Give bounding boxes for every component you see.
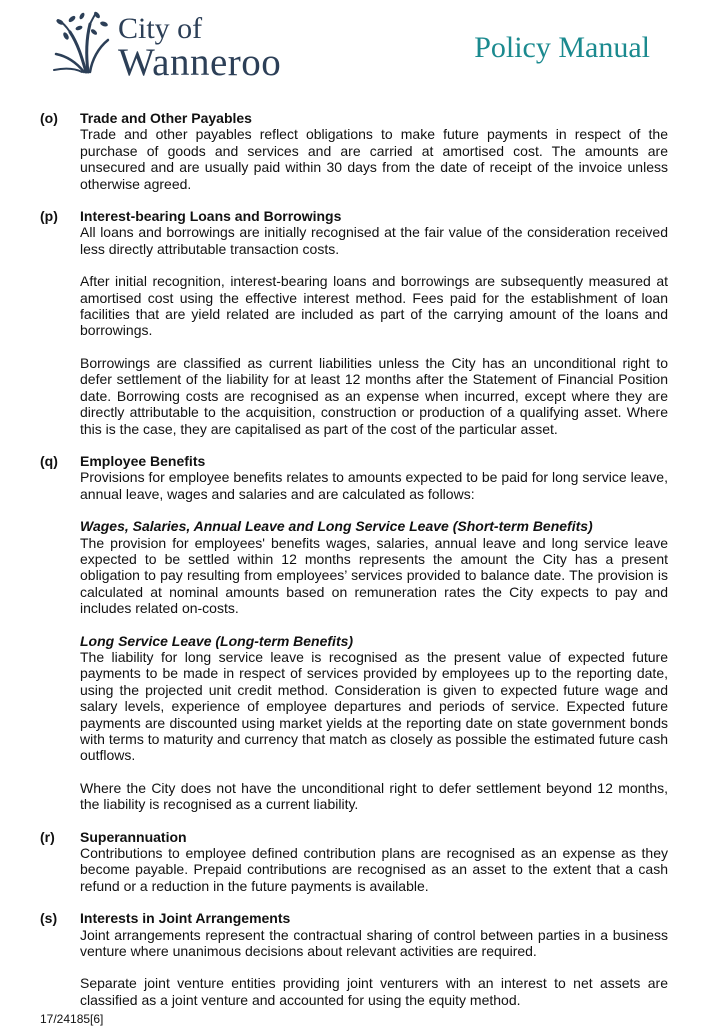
page-header — [0, 0, 706, 90]
paragraph: Provisions for employee benefits relates to amounts expected to be paid for long service leave, annual leave, wages and salaries and are calculated as follows: — [80, 469, 668, 502]
city-logo — [52, 10, 292, 84]
paragraph: The liability for long service leave is recognised as the present value of expected future payments to be made in respect of services provided by employees up to the reporting date, using the projected unit credit method. Consideration is given to expected future wage and salary levels, experience of employee departures and periods of service. Expected future payments are discounted using market yields at the reporting date on state government bonds with terms to maturity and currency that match as closely as possible the estimated future cash outflows. — [80, 648, 668, 764]
section-employee-benefits — [40, 453, 668, 813]
section-superannuation — [40, 829, 668, 895]
document-body — [40, 110, 668, 1024]
section-heading: Employee Benefits — [80, 452, 206, 469]
paragraph: All loans and borrowings are initially recognised at the fair value of the consideration received less directly attributable transaction costs. — [80, 224, 668, 257]
logo-name-text: Wanneroo — [118, 41, 282, 84]
subsection-heading: Wages, Salaries, Annual Leave and Long Service Leave (Short-term Benefits) — [80, 518, 593, 535]
subsection-heading: Long Service Leave (Long-term Benefits) — [80, 632, 354, 649]
paragraph: Trade and other payables reflect obligations to make future payments in respect of the purchase of goods and services and are carried at amortised cost. The amounts are unsecured and are usually paid within 30 days from the date of receipt of the invoice unless otherwise agreed. — [80, 126, 668, 192]
document-reference: 17/24185[6] — [40, 1012, 104, 1026]
section-marker: (r) — [40, 828, 55, 845]
paragraph: Where the City does not have the unconditional right to defer settlement beyond 12 months, the liability is recognised as a current liability. — [80, 779, 668, 813]
paragraph: Joint arrangements represent the contractual sharing of control between parties in a business venture where unanimous decisions about relevant activities are required. — [80, 926, 668, 960]
paragraph: After initial recognition, interest-bearing loans and borrowings are subsequently measured at amortised cost using the effective interest method. Fees paid for the establishment of loan facilities that are yield related are included as part of the carrying amount of the loans and borrowings. — [80, 273, 668, 339]
plant-emblem-icon — [52, 10, 114, 76]
paragraph: Contributions to employee defined contribution plans are recognised as an expense as they become payable. Prepaid contributions are recognised as an asset to the extent that a cash refund or a reduction in the future payments is available. — [80, 845, 668, 894]
paragraph: The provision for employees' benefits wages, salaries, annual leave and long service leave expected to be settled within 12 months represents the amount the City has a present obligation to pay resulting from employees’ services provided to balance date. The provision is calculated at nominal amounts based on remuneration rates the City expects to pay and includes related on-costs. — [80, 534, 668, 617]
section-marker: (p) — [40, 208, 58, 225]
page-title: Policy Manual — [474, 31, 650, 64]
section-heading: Interest-bearing Loans and Borrowings — [80, 208, 342, 225]
section-loans-borrowings — [40, 208, 668, 437]
section-heading: Trade and Other Payables — [80, 110, 252, 126]
section-marker: (q) — [40, 452, 58, 469]
section-heading: Interests in Joint Arrangements — [80, 910, 291, 927]
paragraph: Borrowings are classified as current liabilities unless the City has an unconditional right to defer settlement of the liability for at least 12 months after the Statement of Financial Position date. Borrowing costs are recognised as an expense when incurred, except where they are directly attributable to the acquisition, construction or production of a qualifying asset. Where this is the case, they are capitalised as part of the cost of the particular asset. — [80, 354, 668, 437]
section-joint-arrangements — [40, 910, 668, 1008]
section-marker: (o) — [40, 110, 58, 126]
section-trade-payables — [40, 110, 668, 192]
logo-city-text: City of — [118, 12, 203, 45]
section-marker: (s) — [40, 910, 58, 927]
section-heading: Superannuation — [80, 828, 187, 845]
paragraph: Separate joint venture entities providing joint venturers with an interest to net assets are classified as a joint venture and accounted for using the equity method. — [80, 975, 668, 1008]
